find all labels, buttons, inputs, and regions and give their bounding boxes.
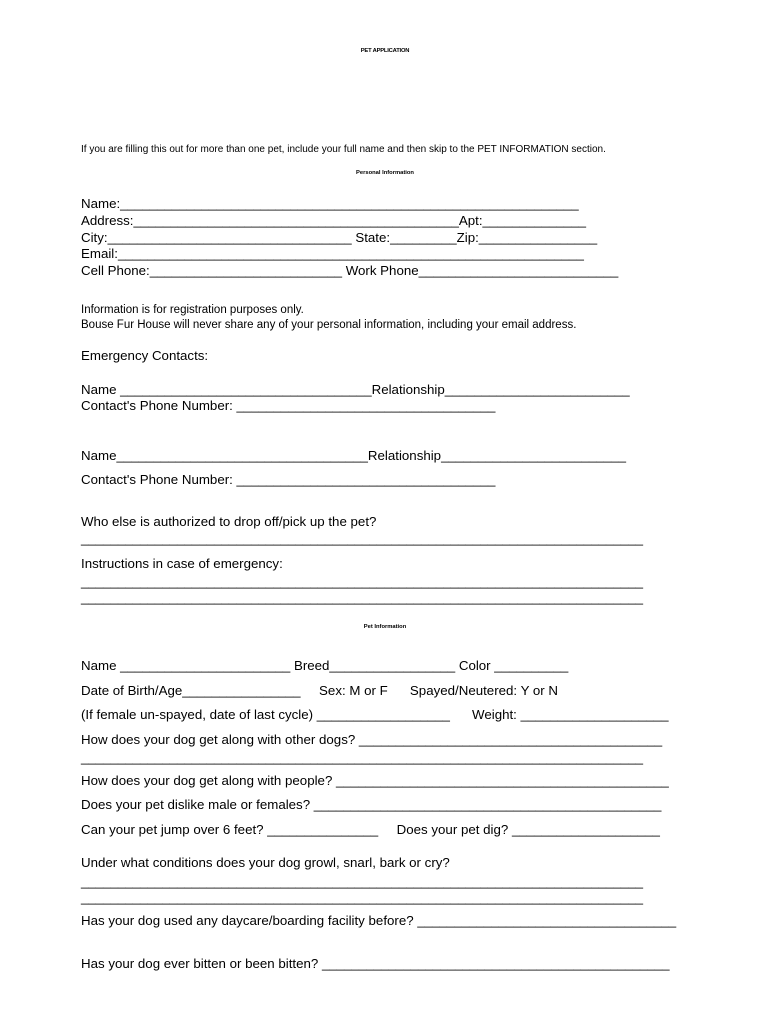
dogs-question-field[interactable]: How does your dog get along with other dogs? _________________________________________ bbox=[81, 732, 663, 747]
personal-info-heading: Personal Information bbox=[356, 170, 414, 176]
name-field[interactable]: Name:______________________________________________________________ bbox=[81, 196, 579, 211]
emergency-contact-2-name-field[interactable]: Name__________________________________Relationship_________________________ bbox=[81, 448, 626, 463]
emergency-contact-2-phone-field[interactable]: Contact's Phone Number: ___________________________________ bbox=[81, 472, 496, 487]
pet-info-heading: Pet Information bbox=[363, 624, 407, 630]
pet-cycle-weight-field[interactable]: (If female un-spayed, date of last cycle) __________________ Weight: ____________________ bbox=[81, 707, 669, 722]
jump-dig-field[interactable]: Can your pet jump over 6 feet? _______________ Does your pet dig? ____________________ bbox=[81, 822, 660, 837]
emergency-instructions-field-1[interactable]: ____________________________________________________________________________ bbox=[81, 574, 644, 589]
growl-question: Under what conditions does your dog growl, snarl, bark or cry? bbox=[81, 855, 450, 870]
privacy-note-1: Information is for registration purposes only. bbox=[81, 304, 304, 316]
phone-field[interactable]: Cell Phone:__________________________ Work Phone___________________________ bbox=[81, 263, 619, 278]
city-state-zip-field[interactable]: City:_________________________________ State:_________Zip:________________ bbox=[81, 230, 598, 245]
authorized-pickup-field[interactable]: ____________________________________________________________________________ bbox=[81, 531, 644, 546]
emergency-instructions-question: Instructions in case of emergency: bbox=[81, 556, 283, 571]
address-field[interactable]: Address:____________________________________________Apt:______________ bbox=[81, 213, 587, 228]
emergency-contact-1-phone-field[interactable]: Contact's Phone Number: ___________________________________ bbox=[81, 398, 496, 413]
daycare-question-field[interactable]: Has your dog used any daycare/boarding facility before? ___________________________________ bbox=[81, 913, 677, 928]
pet-name-breed-color-field[interactable]: Name _______________________ Breed_________________ Color __________ bbox=[81, 658, 569, 673]
email-field[interactable]: Email:_______________________________________________________________ bbox=[81, 246, 584, 261]
page-title: PET APPLICATION bbox=[360, 48, 410, 54]
growl-answer-line-2[interactable]: ____________________________________________________________________________ bbox=[81, 890, 644, 905]
emergency-instructions-field-2[interactable]: ____________________________________________________________________________ bbox=[81, 590, 644, 605]
intro-text: If you are filling this out for more than one pet, include your full name and then skip to the PET INFORMATION section. bbox=[81, 144, 606, 155]
emergency-contact-1-name-field[interactable]: Name __________________________________Relationship_________________________ bbox=[81, 382, 630, 397]
authorized-pickup-question: Who else is authorized to drop off/pick up the pet? bbox=[81, 514, 377, 529]
gender-question-field[interactable]: Does your pet dislike male or females? _______________________________________________ bbox=[81, 797, 662, 812]
bitten-question-field[interactable]: Has your dog ever bitten or been bitten? _______________________________________________ bbox=[81, 956, 670, 971]
pet-dob-sex-spayed-field[interactable]: Date of Birth/Age________________ Sex: M or F Spayed/Neutered: Y or N bbox=[81, 683, 559, 698]
privacy-note-2: Bouse Fur House will never share any of your personal information, including your email address. bbox=[81, 319, 577, 331]
dogs-answer-line[interactable]: ____________________________________________________________________________ bbox=[81, 750, 644, 765]
people-question-field[interactable]: How does your dog get along with people? _____________________________________________ bbox=[81, 773, 669, 788]
emergency-contacts-label: Emergency Contacts: bbox=[81, 348, 209, 363]
growl-answer-line-1[interactable]: ____________________________________________________________________________ bbox=[81, 874, 644, 889]
